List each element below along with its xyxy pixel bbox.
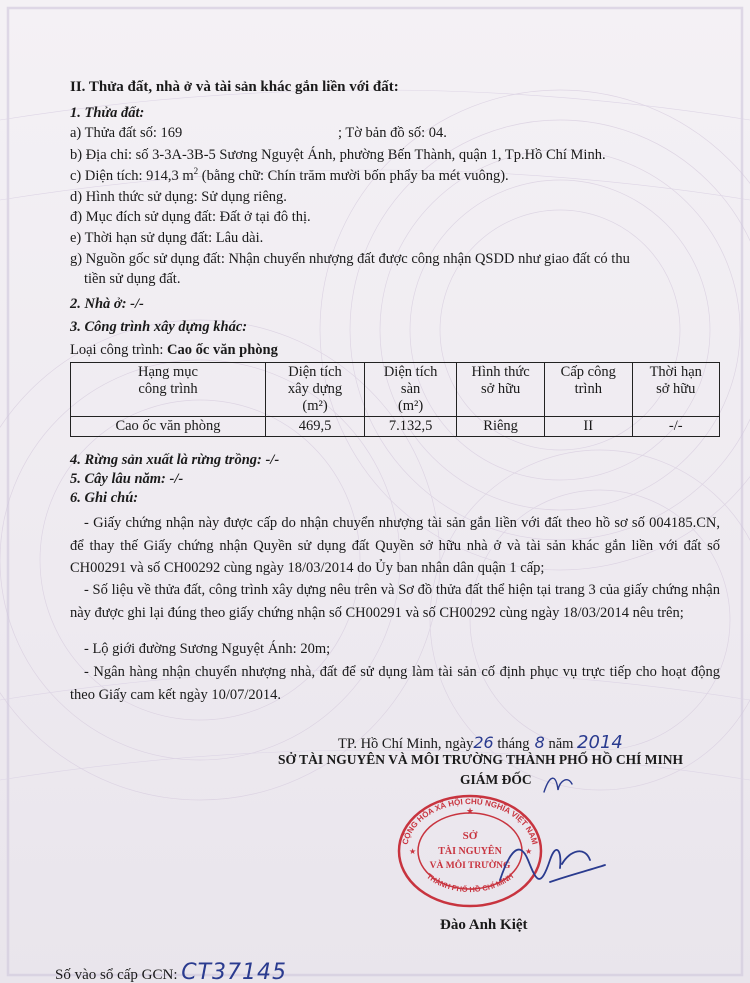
cell-floor-area: 7.132,5 xyxy=(365,417,457,437)
signer-name: Đào Anh Kiệt xyxy=(440,917,528,933)
svg-text:THÀNH PHỐ HỒ CHÍ MINH: THÀNH PHỐ HỒ CHÍ MINH xyxy=(424,871,515,895)
svg-text:TÀI NGUYÊN: TÀI NGUYÊN xyxy=(438,846,502,857)
sign-place: TP. Hồ Chí Minh, ngày xyxy=(338,736,474,752)
sign-year-label: năm xyxy=(548,736,574,752)
cell-item: Cao ốc văn phòng xyxy=(71,417,266,437)
col-item xyxy=(71,363,266,417)
land-use-form: d) Hình thức sử dụng: Sử dụng riêng. xyxy=(70,189,287,205)
header-text: trình xyxy=(574,381,602,397)
works-type-label: Loại công trình: xyxy=(70,342,168,358)
sign-day: 26 xyxy=(473,733,494,752)
header-text: Thời hạn xyxy=(649,364,702,380)
house-title: 2. Nhà ở: -/- xyxy=(70,296,144,312)
works-table-header xyxy=(71,363,720,417)
works-table xyxy=(70,362,720,437)
sign-year: 2014 xyxy=(577,732,623,753)
header-text: Diện tích xyxy=(383,364,438,380)
cell-ownership: Riêng xyxy=(457,417,545,437)
sign-date-line xyxy=(338,732,623,753)
header-text: Cấp công xyxy=(560,364,616,380)
header-text: sàn xyxy=(400,381,421,397)
note-paragraph-4: - Ngân hàng nhận chuyển nhượng nhà, đất để sử dụng làm tài sản cố định phục vụ trực tiếp cho hoạt động theo Giấy cam kết ngày 10/07/2014. xyxy=(70,664,720,703)
land-title: 1. Thửa đất: xyxy=(70,105,145,121)
svg-text:VÀ MÔI TRƯỜNG: VÀ MÔI TRƯỜNG xyxy=(429,861,511,871)
land-area-value: c) Diện tích: 914,3 m xyxy=(70,168,194,184)
header-text: Hình thức xyxy=(471,364,530,380)
land-origin-line1: g) Nguồn gốc sử dụng đất: Nhận chuyển nhượng đất được công nhận QSDD như giao đất có thu xyxy=(70,251,630,267)
land-use-purpose: đ) Mục đích sử dụng đất: Đất ở tại đô thị. xyxy=(70,209,311,225)
cell-term: -/- xyxy=(632,417,720,437)
header-text: (m²) xyxy=(397,398,424,414)
col-grade xyxy=(545,363,632,417)
handwritten-signature xyxy=(490,820,610,900)
cell-grade: II xyxy=(545,417,632,437)
header-text: sở hữu xyxy=(480,381,521,397)
land-map-sheet: ; Tờ bản đồ số: 04. xyxy=(338,125,447,141)
trees-line: 5. Cây lâu năm: -/- xyxy=(70,471,184,487)
sign-month: 8 xyxy=(534,733,545,752)
header-text: sở hữu xyxy=(656,381,696,397)
land-parcel-number: a) Thửa đất số: 169 xyxy=(70,125,183,141)
svg-text:★: ★ xyxy=(525,847,533,856)
registration-value: CT37145 xyxy=(181,960,288,983)
col-floor-area xyxy=(365,363,457,417)
land-origin-line2: tiền sử dụng đất. xyxy=(84,271,181,287)
header-text: Diện tích xyxy=(288,364,342,380)
works-type-value: Cao ốc văn phòng xyxy=(167,342,278,358)
svg-text:SỞ: SỞ xyxy=(462,830,478,842)
table-row xyxy=(71,417,720,437)
notes-title: 6. Ghi chú: xyxy=(70,490,139,506)
header-text: công trình xyxy=(138,381,198,397)
sign-month-label: tháng xyxy=(497,736,530,752)
col-ownership xyxy=(457,363,545,417)
signer-position: GIÁM ĐỐC xyxy=(460,772,532,787)
section-title: II. Thửa đất, nhà ở và tài sản khác gắn liền với đất: xyxy=(70,79,399,95)
header-text: xây dựng xyxy=(287,381,343,397)
note-paragraph-3: - Lộ giới đường Sương Nguyệt Ánh: 20m; xyxy=(84,641,331,657)
agency-name: SỞ TÀI NGUYÊN VÀ MÔI TRƯỜNG THÀNH PHỐ HỒ CHÍ MINH xyxy=(278,752,684,767)
land-area-words: (bằng chữ: Chín trăm mười bốn phẩy ba mét vuông). xyxy=(198,168,509,184)
header-text: Hạng mục xyxy=(138,364,198,380)
svg-text:CỘNG HÒA XÃ HỘI CHỦ NGHĨA VIỆT: CỘNG HÒA XÃ HỘI CHỦ NGHĨA VIỆT NAM xyxy=(400,796,540,846)
works-title: 3. Công trình xây dựng khác: xyxy=(70,319,248,335)
land-area xyxy=(70,167,509,185)
land-area-unit-sup: 2 xyxy=(193,166,199,177)
note-paragraph-2: - Số liệu về thửa đất, công trình xây dựng nêu trên và Sơ đồ thửa đất thể hiện tại trang 3 của giấy chứng nhận này được ghi lại đúng theo giấy chứng nhận số CH00291 và số CH00292 cùng ngày 18/03/2014 nêu trên; xyxy=(70,582,720,621)
initials-mark xyxy=(538,770,578,800)
land-use-term: e) Thời hạn sử dụng đất: Lâu dài. xyxy=(70,230,264,246)
land-address: b) Địa chỉ: số 3-3A-3B-5 Sương Nguyệt Ánh, phường Bến Thành, quận 1, Tp.Hồ Chí Minh. xyxy=(70,147,606,163)
note-paragraph-1: - Giấy chứng nhận này được cấp do nhận chuyển nhượng tài sản gắn liền với đất theo hồ sơ số 004185.CN, để thay thế Giấy chứng nhận Quyền sử dụng đất Quyền sở hữu nhà ở và tài sản khác gắn liền với đất số CH00291 và số CH00292 cùng ngày 18/03/2014 do Ủy ban nhân dân quận 1 cấp; xyxy=(70,515,720,576)
col-build-area xyxy=(266,363,365,417)
svg-text:★: ★ xyxy=(465,806,475,816)
col-term xyxy=(632,363,720,417)
forest-line: 4. Rừng sản xuất là rừng trồng: -/- xyxy=(70,452,280,468)
cell-build-area: 469,5 xyxy=(266,417,365,437)
works-type xyxy=(70,341,278,359)
registration-label: Số vào sổ cấp GCN: xyxy=(55,967,178,983)
registration-number-line xyxy=(55,960,287,983)
header-text: (m²) xyxy=(302,398,328,414)
svg-text:★: ★ xyxy=(409,847,417,856)
